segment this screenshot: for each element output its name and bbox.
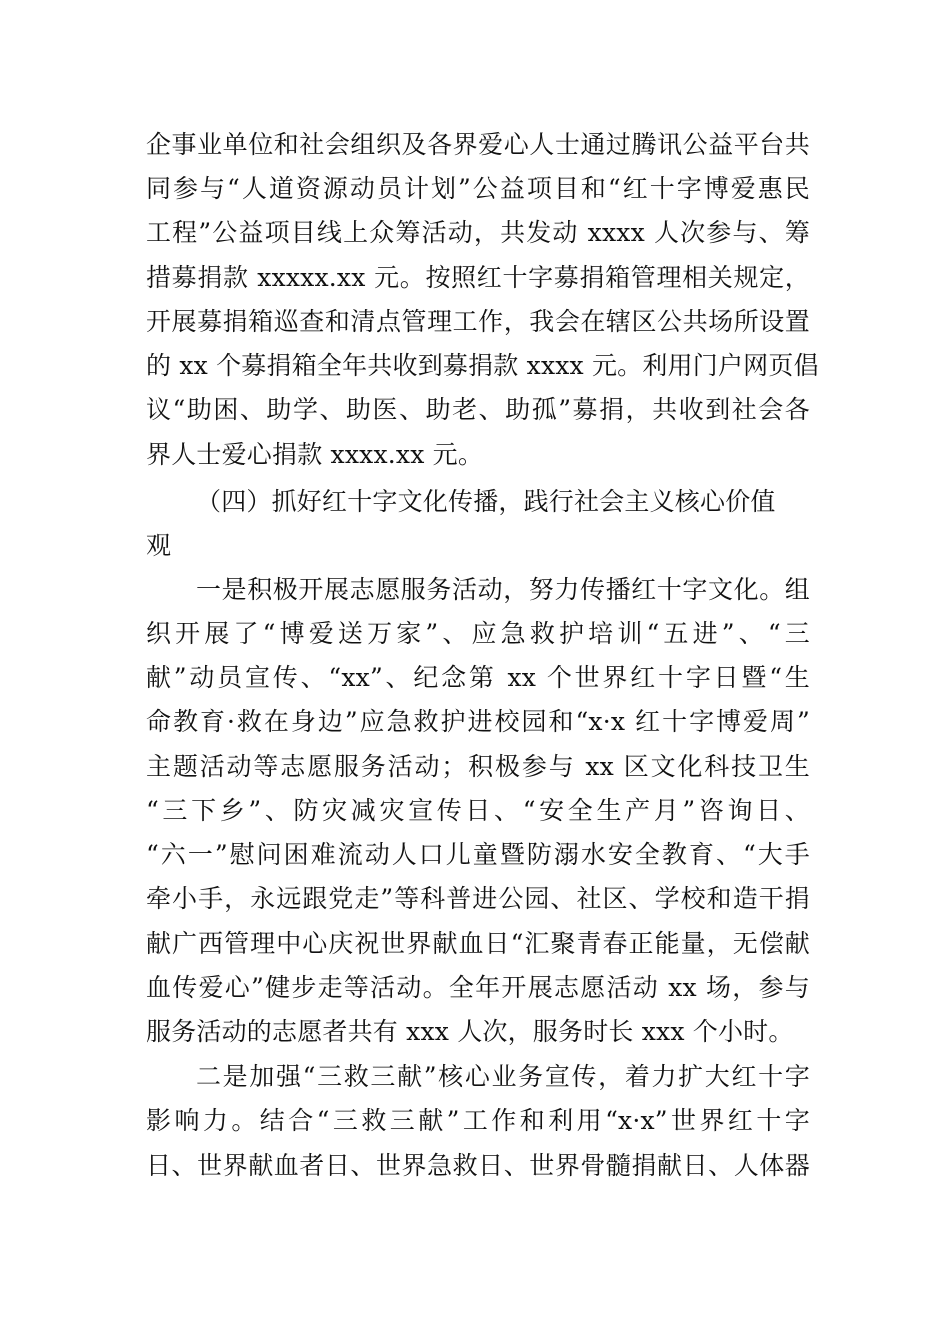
section-heading-continuation: 观 [146,531,172,560]
body-line: 织开展了“博爱送万家”、应急救护培训“五进”、“三 [146,619,810,648]
body-line: 的 xx 个募捐箱全年共收到募捐款 xxxx 元。利用门户网页倡 [146,351,819,380]
body-line: 服务活动的志愿者共有 xxx 人次，服务时长 xxx 个小时。 [146,1017,794,1046]
body-line: 主题活动等志愿服务活动；积极参与 xx 区文化科技卫生 [146,752,810,781]
body-line: 牵小手，永远跟党走”等科普进公园、社区、学校和造干捐 [146,884,810,913]
body-line: 界人士爱心捐款 xxxx.xx 元。 [146,440,484,469]
body-line: 企事业单位和社会组织及各界爱心人士通过腾讯公益平台共 [146,130,810,159]
body-line: 日、世界献血者日、世界急救日、世界骨髓捐献日、人体器 [146,1151,810,1180]
body-line: 工程”公益项目线上众筹活动，共发动 xxxx 人次参与、筹 [146,218,810,247]
paragraph-first-line: 一是积极开展志愿服务活动，努力传播红十字文化。组 [196,575,810,604]
body-line: 献广西管理中心庆祝世界献血日“汇聚青春正能量，无偿献 [146,929,810,958]
body-line: “三下乡”、防灾减灾宣传日、“安全生产月”咨询日、 [146,796,810,825]
section-heading: （四）抓好红十字文化传播，践行社会主义核心价值 [196,487,776,516]
body-line: 议“助困、助学、助医、助老、助孤”募捐，共收到社会各 [146,395,810,424]
paragraph-first-line: 二是加强“三救三献”核心业务宣传，着力扩大红十字 [196,1062,810,1091]
body-line: 血传爱心”健步走等活动。全年开展志愿活动 xx 场，参与 [146,973,810,1002]
body-line: 措募捐款 xxxxx.xx 元。按照红十字募捐箱管理相关规定， [146,263,810,292]
body-line: 开展募捐箱巡查和清点管理工作，我会在辖区公共场所设置 [146,307,810,336]
body-line: 献”动员宣传、“xx”、纪念第 xx 个世界红十字日暨“生 [146,663,810,692]
body-line: 命教育·救在身边”应急救护进校园和“x·x 红十字博爱周” [146,707,810,736]
body-line: “六一”慰问困难流动人口儿童暨防溺水安全教育、“大手 [146,840,810,869]
body-line: 同参与“人道资源动员计划”公益项目和“红十字博爱惠民 [146,174,810,203]
body-line: 影响力。结合“三救三献”工作和利用“x·x”世界红十字 [146,1106,810,1135]
